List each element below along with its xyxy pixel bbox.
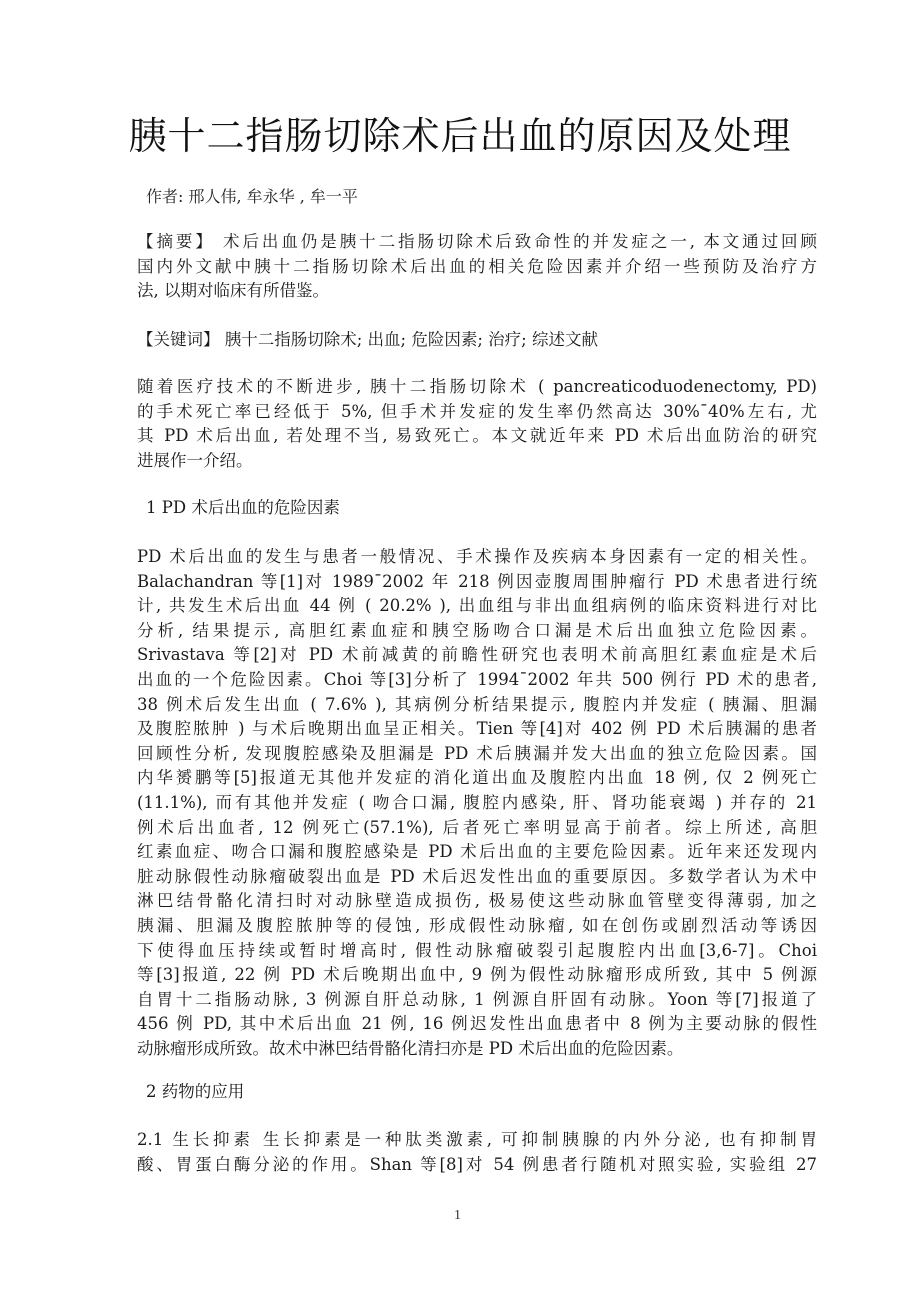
body-line: 红素血症、吻合口漏和腹腔感染是 PD 术后出血的主要危险因素。近年来还发现内	[137, 842, 817, 862]
body-line: 等[3]报道, 22 例 PD 术后晚期出血中, 9 例为假性动脉瘤形成所致, 其中 5 例源	[137, 965, 817, 985]
body-line: 下使得血压持续或暂时增高时, 假性动脉瘤破裂引起腹腔内出血[3,6-7]。Choi	[137, 940, 817, 960]
body-line: 胰漏、胆漏及腹腔脓肿等的侵蚀, 形成假性动脉瘤, 如在创伤或剧烈活动等诱因	[137, 915, 817, 935]
author-line: 作者: 邢人伟, 牟永华 , 牟一平	[146, 187, 358, 206]
introduction	[137, 375, 817, 473]
keywords	[137, 328, 817, 353]
body-line: (11.1%), 而有其他并发症 ( 吻合口漏, 腹腔内感染, 肝、肾功能衰竭 ) 并存的 21	[137, 792, 817, 812]
abstract-line: 国内外文献中胰十二指肠切除术后出血的相关危险因素并介绍一些预防及治疗方	[137, 256, 817, 276]
body-line: 例术后出血者, 12 例死亡(57.1%), 后者死亡率明显高于前者。综上所述, 高胆	[137, 817, 817, 837]
paper-title: 胰十二指肠切除术后出血的原因及处理	[128, 114, 792, 158]
abstract	[137, 230, 817, 304]
keywords-line: 【关键词】 胰十二指肠切除术; 出血; 危险因素; 治疗; 综述文献	[137, 330, 598, 349]
intro-line: 进展作一介绍。	[137, 450, 253, 470]
body-line: 自胃十二指肠动脉, 3 例源自肝总动脉, 1 例源自肝固有动脉。Yoon 等[7]报道了	[137, 989, 817, 1009]
body-line: PD 术后出血的发生与患者一般情况、手术操作及疾病本身因素有一定的相关性。	[137, 547, 817, 566]
body-line: Balachandran 等[1]对 1989¯2002 年 218 例因壶腹周围肿瘤行 PD 术患者进行统	[137, 571, 817, 591]
intro-line: 随着医疗技术的不断进步, 胰十二指肠切除术 ( pancreaticoduodenectomy, PD)	[137, 377, 817, 396]
body-line: 456 例 PD, 其中术后出血 21 例, 16 例迟发性出血患者中 8 例为主要动脉的假性	[137, 1014, 817, 1034]
body-line: 计, 共发生术后出血 44 例 ( 20.2% ), 出血组与非出血组病例的临床资料进行对比	[137, 596, 817, 616]
page-number: 1	[454, 1208, 461, 1223]
intro-line: 其 PD 术后出血, 若处理不当, 易致死亡。本文就近年来 PD 术后出血防治的研究	[137, 426, 817, 446]
body-line: 动脉瘤形成所致。故术中淋巴结骨骼化清扫亦是 PD 术后出血的危险因素。	[137, 1038, 684, 1058]
section-2-heading: 2 药物的应用	[146, 1082, 245, 1101]
body-line: 分析, 结果提示, 高胆红素血症和胰空肠吻合口漏是术后出血独立危险因素。	[137, 620, 817, 640]
intro-line: 的手术死亡率已经低于 5%, 但手术并发症的发生率仍然高达 30%¯40%左右, 尤	[137, 401, 817, 421]
section-1-heading: 1 PD 术后出血的危险因素	[146, 498, 340, 517]
body-line: Srivastava 等[2]对 PD 术前减黄的前瞻性研究也表明术前高胆红素血症是术后	[137, 645, 817, 665]
section-2-body	[137, 1128, 817, 1177]
body-line: 淋巴结骨骼化清扫时对动脉壁造成损伤, 极易使这些动脉血管壁变得薄弱, 加之	[137, 891, 817, 911]
body-line: 脏动脉假性动脉瘤破裂出血是 PD 术后迟发性出血的重要原因。多数学者认为术中	[137, 866, 817, 886]
body-line: 内华赟鹏等[5]报道无其他并发症的消化道出血及腹腔内出血 18 例, 仅 2 例死亡	[137, 768, 817, 788]
section-1-body	[137, 545, 817, 1061]
body-line: 酸、胃蛋白酶分泌的作用。Shan 等[8]对 54 例患者行随机对照实验, 实验组 27	[137, 1154, 817, 1174]
body-line: 38 例术后发生出血 ( 7.6% ), 其病例分析结果提示, 腹腔内并发症 ( 胰漏、胆漏	[137, 694, 817, 714]
body-line: 及腹腔脓肿 ) 与术后晚期出血呈正相关。Tien 等[4]对 402 例 PD 术后胰漏的患者	[137, 719, 817, 739]
abstract-line: 【摘要】 术后出血仍是胰十二指肠切除术后致命性的并发症之一, 本文通过回顾	[137, 232, 817, 251]
body-line: 出血的一个危险因素。Choi 等[3]分析了 1994¯2002 年共 500 例行 PD 术的患者,	[137, 669, 817, 689]
abstract-line: 法, 以期对临床有所借鉴。	[137, 281, 329, 301]
body-line: 2.1 生长抑素 生长抑素是一种肽类激素, 可抑制胰腺的内外分泌, 也有抑制胃	[137, 1130, 817, 1149]
body-line: 回顾性分析, 发现腹腔感染及胆漏是 PD 术后胰漏并发大出血的独立危险因素。国	[137, 743, 817, 763]
